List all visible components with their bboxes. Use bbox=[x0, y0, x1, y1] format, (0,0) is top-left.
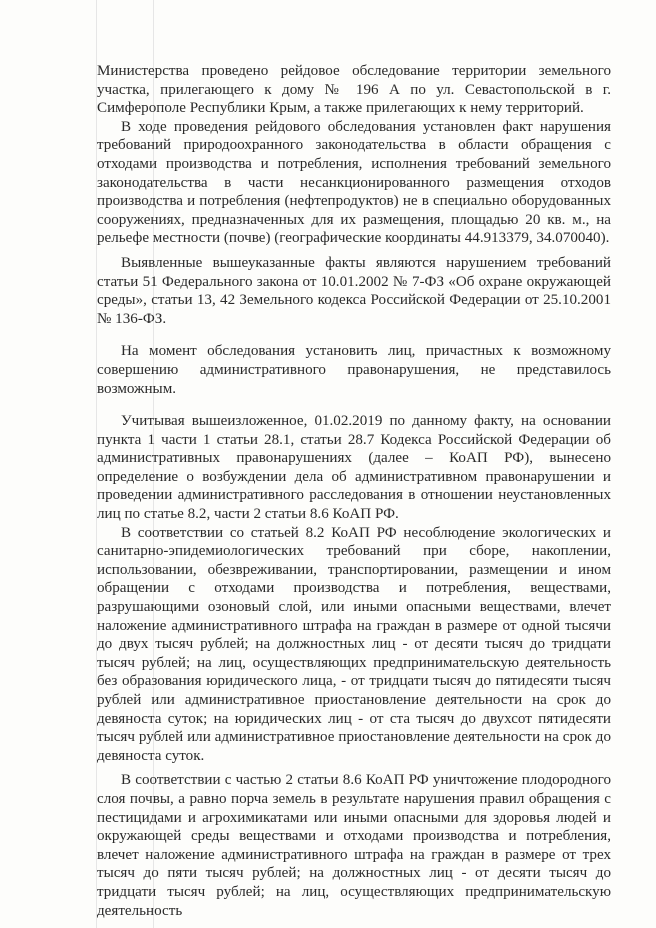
document-page bbox=[97, 62, 611, 920]
paragraph-article-8-6: В соответствии с частью 2 статьи 8.6 КоАП РФ уничтожение плодородного слоя почвы, а равно порча земель в результате нарушения правил обращения с пестицидами и агрохимикатами или иными опасными для здоровья людей и окружающей среды веществами и отходами производства и потребления, влечет наложение административного штрафа на граждан в размере от трех тысяч до пяти тысяч рублей; на должностных лиц - от десяти тысяч до тридцати тысяч рублей; на лиц, осуществляющих предпринимательскую деятельность bbox=[97, 772, 611, 919]
paragraph-case-initiated: Учитывая вышеизложенное, 01.02.2019 по данному факту, на основании пункта 1 части 1 статьи 28.1, статьи 28.7 Кодекса Российской Федерации об административных правонарушениях (далее – КоАП РФ), вынесено определение о возбуждении дела об административном правонарушении и проведении административного расследования в отношении неустановленных лиц по статье 8.2, части 2 статьи 8.6 КоАП РФ. bbox=[97, 413, 611, 523]
paragraph-raid-inspection: Министерства проведено рейдовое обследование территории земельного участка, прилегающего к дому № 196 А по ул. Севастопольской в г. Симферополе Республики Крым, а также прилегающих к нему территорий. bbox=[97, 63, 611, 117]
paragraph-article-8-2: В соответствии со статьей 8.2 КоАП РФ несоблюдение экологических и санитарно-эпидемиологических требований при сборе, накоплении, использовании, обезвреживании, транспортировании, размещении и ином обращении с отходами производства и потребления, веществами, разрушающими озоновый слой, или иными опасными веществами, влечет наложение административного штрафа на граждан в размере от одной тысячи до двух тысяч рублей; на должностных лиц - от десяти тысяч до тридцати тысяч рублей; на лиц, осуществляющих предпринимательскую деятельность без образования юридического лица, - от тридцати тысяч до пятидесяти тысяч рублей или административное приостановление деятельности на срок до девяноста суток; на юридических лиц - от ста тысяч до двухсот пятидесяти тысяч рублей или административное приостановление деятельности на срок до девяноста суток. bbox=[97, 524, 611, 764]
paragraph-persons-unidentified: На момент обследования установить лиц, причастных к возможному совершению административного правонарушения, не представилось возможным. bbox=[97, 343, 611, 397]
paragraph-violation-found: В ходе проведения рейдового обследования установлен факт нарушения требований природоохранного законодательства в области обращения с отходами производства и потребления, исполнения требований земельного законодательства в части несанкционированного размещения отходов производства и потребления (нефтепродуктов) не в специально оборудованных сооружениях, предназначенных для их размещения, площадью 20 кв. м., на рельефе местности (почве) (географические координаты 44.913379, 34.070040). bbox=[97, 118, 611, 247]
paragraph-legal-violations: Выявленные вышеуказанные факты являются нарушением требований статьи 51 Федерального закона от 10.01.2002 № 7-ФЗ «Об охране окружающей среды», статьи 13, 42 Земельного кодекса Российской Федерации от 25.10.2001 № 136-ФЗ. bbox=[97, 254, 611, 327]
